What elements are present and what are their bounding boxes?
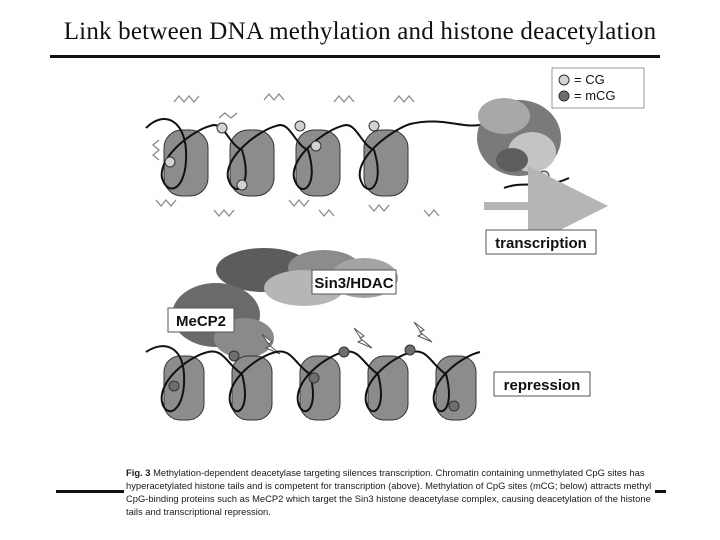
chromatin-diagram (124, 60, 655, 460)
rna-polymerase (477, 98, 561, 176)
transcription-label: transcription (495, 235, 587, 252)
mecp2-label: MeCP2 (175, 313, 227, 330)
mcg-dot-icon (559, 91, 569, 101)
active-chromatin (146, 94, 596, 254)
figure-panel (124, 60, 655, 526)
title-underline (50, 55, 660, 58)
cg-dot-icon (559, 75, 569, 85)
caption-text: Methylation-dependent deacetylase targeting silences transcription. Chromatin containing unmethylated CpG sites has hyperacetylated histone tails and is competent for transcription (above). Methylation of CpG sites (mCG; below) attracts methyl CpG-binding proteins such as MeCP2 which target the Sin3 histone deacetylase complex, causing deacetylation of the histone tails and transcriptional repression. (126, 467, 652, 517)
repressed-nucleosomes (164, 356, 476, 420)
legend-cg-label: = CG (574, 72, 605, 87)
bottom-rule-right (655, 490, 666, 493)
figure-caption (126, 466, 653, 518)
legend-mcg-label: = mCG (574, 88, 616, 103)
caption-figure-number: Fig. 3 (126, 467, 151, 478)
repression-label: repression (503, 377, 581, 394)
protein-complexes (168, 248, 432, 358)
repressed-chromatin (146, 345, 590, 420)
legend (552, 68, 644, 108)
bottom-rule-left (56, 490, 126, 493)
slide-title: Link between DNA methylation and histone deacetylation (63, 18, 657, 45)
sin3-hdac-label: Sin3/HDAC (314, 275, 394, 292)
active-nucleosomes (164, 130, 408, 196)
